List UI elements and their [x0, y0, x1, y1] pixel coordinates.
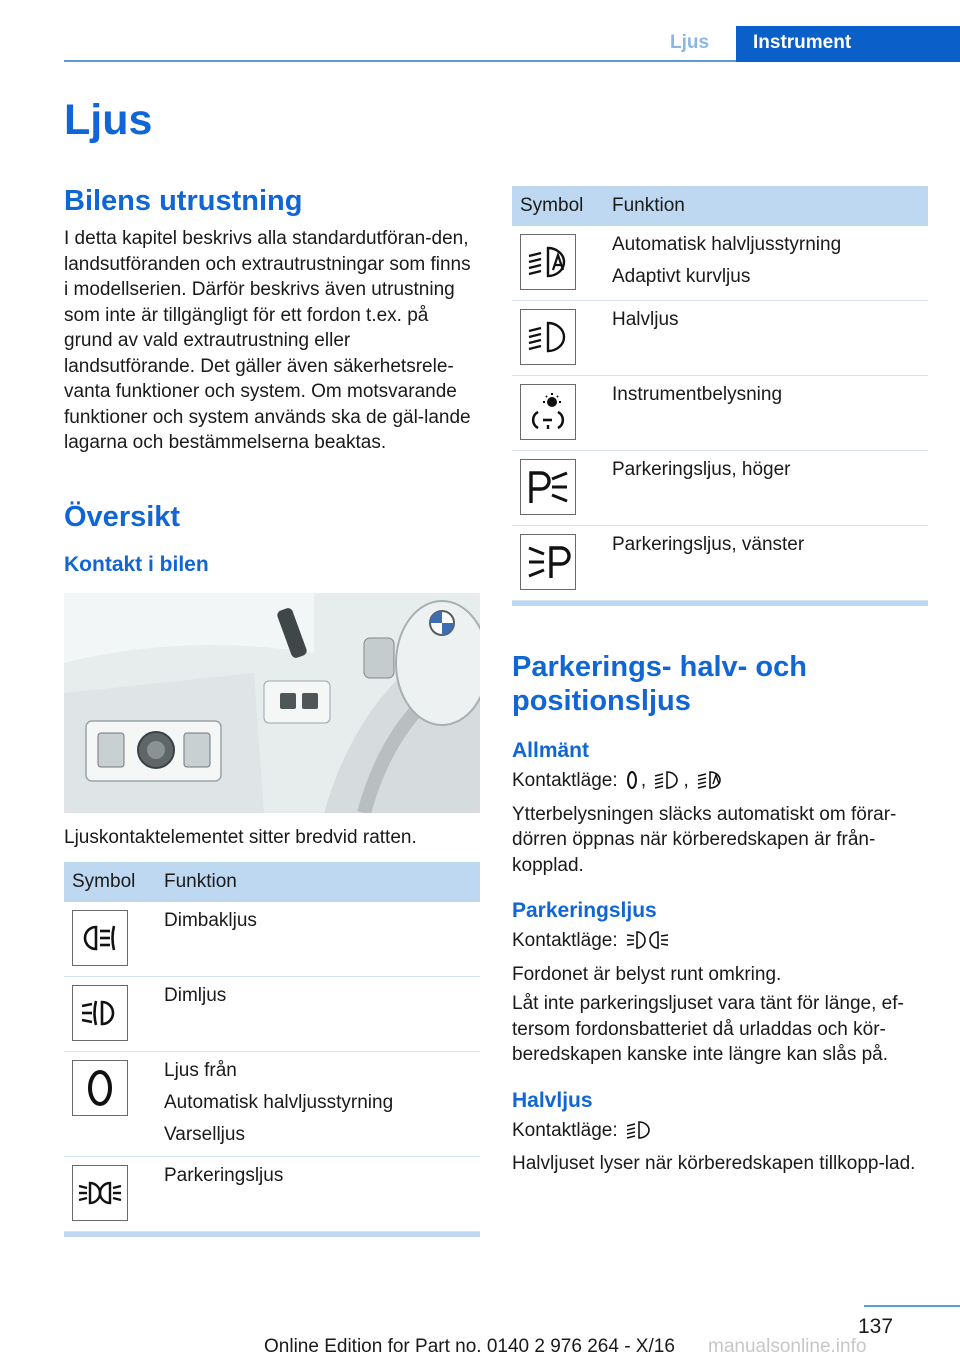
table-row: [512, 451, 928, 526]
footer-rule: [864, 1305, 960, 1307]
switch-position-line-allmant: [512, 768, 928, 798]
paragraph-allmant: Ytterbelysningen släcks automatiskt om förar-dörren öppnas när körberedskapen är från-kopplad.: [512, 803, 897, 876]
switch-position-label: Kontaktläge:: [512, 770, 618, 791]
subsection-title-halvljus: Halvljus: [512, 1088, 593, 1112]
switch-position-line-halvljus: [512, 1118, 928, 1148]
auto-headlight-icon: [697, 770, 723, 798]
instrument-lighting-icon: [520, 384, 576, 440]
switch-position-line-parkeringsljus: [512, 928, 928, 958]
table-header-function: Funktion: [612, 186, 928, 226]
switch-position-label: Kontaktläge:: [512, 930, 618, 951]
function-label: Varselljus: [164, 1124, 245, 1145]
dashboard-illustration: [64, 593, 480, 813]
function-label: Instrumentbelysning: [612, 384, 783, 405]
section-title-parkerings-halv-positionsljus: Parkerings- halv- och positionsljus: [512, 651, 807, 717]
table-row: [64, 1052, 480, 1157]
subsection-title-kontakt-i-bilen: Kontakt i bilen: [64, 552, 209, 576]
paragraph-halvljus: Halvljuset lyser när körberedskapen tillkopp-lad.: [512, 1153, 916, 1174]
switch-position-label: Kontaktläge:: [512, 1119, 618, 1141]
table-row: [64, 1157, 480, 1232]
light-switch-photo: [64, 593, 480, 813]
symbol-table-right: [512, 186, 928, 601]
table-header-symbol: Symbol: [64, 862, 164, 902]
table-header-symbol: Symbol: [512, 186, 612, 226]
separator-comma: ,: [640, 770, 647, 791]
function-label: Adaptivt kurvljus: [612, 266, 751, 287]
separator-comma: ,: [683, 770, 689, 791]
edition-note: Online Edition for Part no. 0140 2 976 264 - X/16: [264, 1336, 675, 1357]
parking-light-right-icon: [520, 459, 576, 515]
table-end-bar: [512, 601, 928, 606]
table-row: [64, 977, 480, 1052]
subsection-title-parkeringsljus: Parkeringsljus: [512, 899, 657, 922]
function-label: Dimljus: [164, 985, 227, 1006]
subsection-title-allmant: Allmänt: [512, 739, 590, 762]
section-title-bilens-utrustning: Bilens utrustning: [64, 185, 303, 217]
symbol-table-left: [64, 862, 480, 1232]
paragraph-parkeringsljus-1: Fordonet är belyst runt omkring.: [512, 963, 782, 985]
function-label: Automatisk halvljusstyrning: [164, 1092, 394, 1113]
left-column: [64, 184, 480, 1237]
section-text-bilens-utrustning: I detta kapitel beskrivs alla standardutföran-den, landsutföranden och extrautrustningar som finns i modellserien. Därför beskrivs även utrustning som inte är tillgängligt för ett fordon t.ex. på grund av vald extrautrustning eller landsutförande. Det gäller även säkerhetsrele-vanta funktioner och system. Om motsvarande funktioner och system används ska de gäl-lande lagarna och bestämmelserna beaktas.: [64, 228, 471, 453]
parking-lights-icon: [626, 930, 670, 958]
function-label: Parkeringsljus: [164, 1165, 284, 1186]
photo-caption: Ljuskontaktelementet sitter bredvid ratten.: [64, 826, 417, 848]
function-label: Ljus från: [164, 1060, 237, 1081]
table-end-bar: [64, 1232, 480, 1237]
section-title-oversikt: Översikt: [64, 500, 181, 533]
function-label: Parkeringsljus, vänster: [612, 534, 805, 555]
table-row: [512, 226, 928, 301]
table-header-function: Funktion: [164, 862, 480, 902]
low-beam-icon: [654, 770, 680, 798]
low-beam-icon: [520, 309, 576, 365]
table-row: [512, 301, 928, 376]
watermark: manualsonline.info: [708, 1336, 867, 1357]
function-label: Halvljus: [612, 309, 679, 330]
header-tab-instrument[interactable]: Instrument: [736, 26, 960, 62]
table-row: [512, 376, 928, 451]
chapter-title: Ljus: [64, 96, 153, 144]
parking-lights-icon: [72, 1165, 128, 1221]
function-label: Automatisk halvljusstyrning: [612, 234, 842, 255]
parking-light-left-icon: [520, 534, 576, 590]
right-column: [512, 186, 928, 1177]
auto-headlight-icon: [520, 234, 576, 290]
table-row: [512, 526, 928, 601]
lights-off-icon: [72, 1060, 128, 1116]
lights-off-icon: [626, 770, 638, 798]
paragraph-parkeringsljus-2: Låt inte parkeringsljuset vara tänt för länge, ef-tersom fordonsbatteriet då urladdas och kör-beredskapen kanske inte längre kan slås på.: [512, 993, 904, 1065]
function-label: Dimbakljus: [164, 910, 257, 931]
low-beam-icon: [626, 1120, 652, 1148]
rear-fog-light-icon: [72, 910, 128, 966]
table-row: [64, 902, 480, 977]
page-number: 137: [858, 1315, 894, 1338]
function-label: Parkeringsljus, höger: [612, 459, 791, 480]
header-tab-ljus[interactable]: Ljus: [670, 32, 710, 53]
front-fog-light-icon: [72, 985, 128, 1041]
